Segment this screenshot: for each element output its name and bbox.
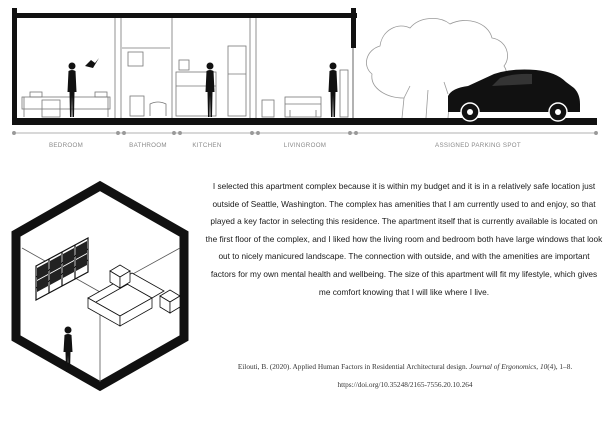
- citation-issue: (4), 1–8. https://doi.org/10.35248/2165-7556.20.10.264: [337, 362, 573, 389]
- citation: Eilouti, B. (2020). Applied Human Factors in Residential Architectural design. Journal of Ergonomics, 10(4), 1–8. https://doi.org/10.35248/2165-7556.20.10.264: [237, 362, 573, 389]
- label-livingroom: LIVINGROOM: [283, 142, 327, 149]
- isometric-bedroom-drawing: [0, 178, 200, 418]
- left-wall: [12, 8, 17, 123]
- description-paragraph: I selected this apartment complex because it is within my budget and it is in a relatively safe location just outside of Seattle, Washington. The complex has amenities that I am currently used to and enjoy, so that played a key factor in selecting this residence. The apartment itself that is currently available is located on the first floor of the complex, and I liked how the living room and bedroom both have large windows that look out to nicely manicured landscape. The connection with outside, and with the amenities are important factors for my own mental health and wellbeing. The size of this apartment will fit my lifestyle, which gives me comfort knowing that I will like where I live.: [205, 181, 603, 297]
- right-wall: [351, 8, 356, 48]
- label-parking: ASSIGNED PARKING SPOT: [435, 142, 521, 149]
- citation-authors: Eilouti, B. (2020). Applied Human Factors in Residential Architectural design.: [237, 362, 468, 371]
- bird-icon: [85, 58, 99, 68]
- citation-volume: 10: [539, 362, 548, 371]
- floor-slab: [12, 118, 597, 125]
- citation-journal: Journal of Ergonomics: [469, 362, 537, 371]
- person-livingroom: [329, 63, 338, 118]
- apartment-section-drawing: [0, 0, 609, 160]
- label-bathroom: BATHROOM: [129, 142, 167, 149]
- car-silhouette: [448, 70, 580, 122]
- label-bedroom: BEDROOM: [48, 142, 84, 149]
- ceiling-slab: [12, 13, 357, 18]
- label-kitchen: KITCHEN: [192, 142, 222, 149]
- person-kitchen: [206, 63, 215, 118]
